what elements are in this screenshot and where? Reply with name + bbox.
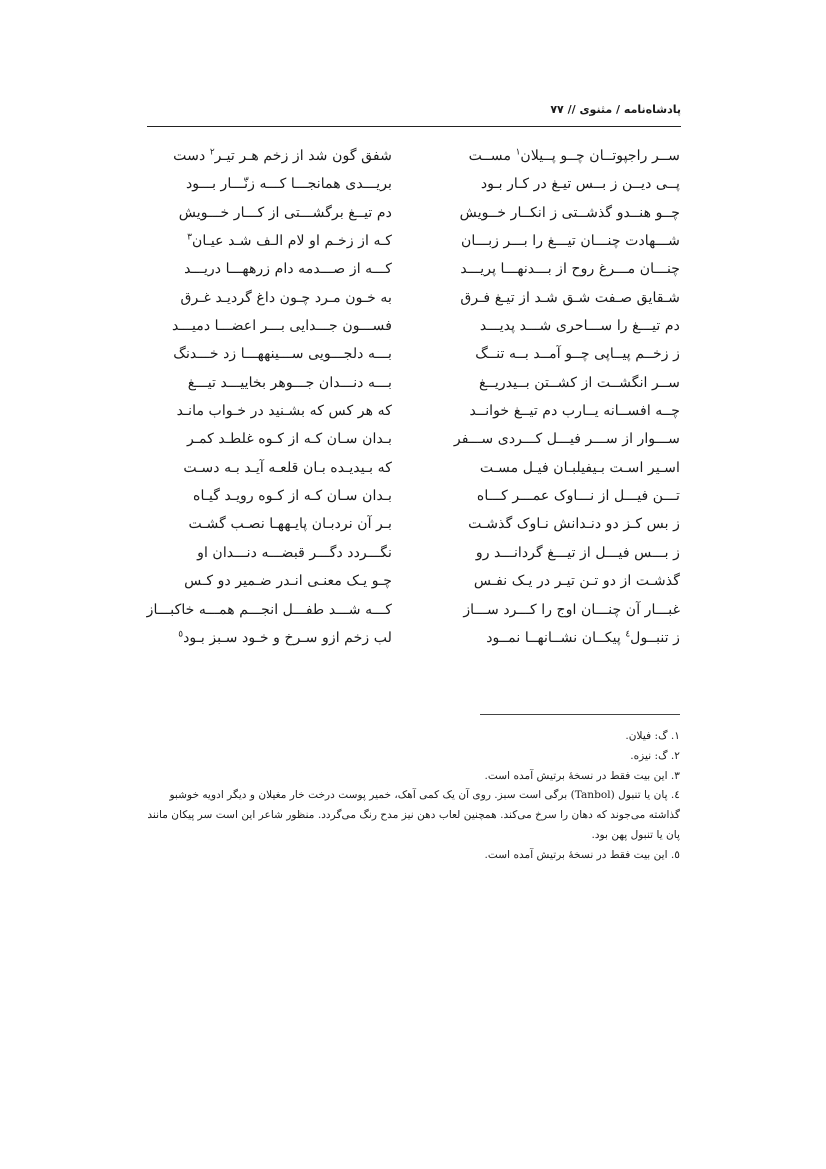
couplet [150, 425, 680, 453]
first-hemistich [438, 397, 680, 425]
second-hemistich-text: به خـون مـرد چـون داغ گردیـد غـرق [180, 289, 392, 306]
second-hemistich-text: کـــه شـــد طفـــل انجـــم همـــه خاکبـــاز [146, 601, 392, 618]
second-hemistich [150, 199, 392, 227]
second-hemistich-text: فســـون جـــدایی بـــر اعضـــا دمیـــد [172, 318, 392, 335]
second-hemistich [150, 142, 392, 170]
second-hemistich-text: بـدان سـان کـه از کـوه غلطـد کمـر [186, 431, 392, 448]
first-hemistich-tail: پیکــان نشــانهــا نمــود [486, 629, 626, 646]
footnote-marker: ٥ [178, 629, 184, 640]
second-hemistich-text: که بـیدیـده بـان قلعـه آیـد بـه دسـت [183, 459, 392, 476]
couplet [150, 312, 680, 340]
second-hemistich-text: لب زخم ازو سـرخ و خـود سـبز بـود [183, 629, 392, 646]
couplet [150, 227, 680, 255]
footnote-marker: ۳ [187, 232, 192, 243]
footnote-item: ٤. پان یا تنبول (Tanbol) برگی است سبز. روی آن یک کمی آهک، خمیر پوست درخت خار مغیلان و دیگر ادویه خوشبو گذاشته می‌جوند که دهان را سرخ می‌کند. همچنین لعاب دهن نیز مدح رنگ می‌گردد. منظور شاعر این است سر پیکان مانند پان یا تنبول پهن بود. [147, 789, 680, 841]
second-hemistich [150, 539, 392, 567]
second-hemistich-text: بریـــدی همانجـــا کـــه زنّـــار بـــود [185, 176, 392, 193]
second-hemistich [150, 227, 392, 255]
second-hemistich-text: نگـــردد دگـــر قبضـــه دنـــدان او [197, 544, 392, 561]
first-hemistich-text: ســر انگشــت از کشــتن بــیدریــغ [479, 374, 680, 391]
couplet [150, 340, 680, 368]
first-hemistich [438, 369, 680, 397]
first-hemistich [438, 482, 680, 510]
second-hemistich [150, 284, 392, 312]
second-hemistich [150, 340, 392, 368]
second-hemistich [146, 596, 392, 624]
couplet [150, 199, 680, 227]
first-hemistich [438, 454, 680, 482]
second-hemistich-text: که هر کس که بشـنید در خـواب مانـد [176, 403, 392, 420]
second-hemistich [150, 624, 392, 652]
couplet [150, 255, 680, 283]
couplet [150, 454, 680, 482]
first-hemistich [438, 567, 680, 595]
first-hemistich [438, 596, 680, 624]
second-hemistich-text: بـــه دنـــدان جـــوهر بخاییـــد تیـــغ [187, 374, 392, 391]
first-hemistich [438, 624, 680, 652]
footnote-item: ٥. این بیت فقط در نسخهٔ برتیش آمده است. [484, 848, 680, 861]
first-hemistich-text: پــی دیــن ز بــس تیـغ در کـار بـود [480, 176, 680, 193]
second-hemistich-text: کـه از زخـم او لام الـف شـد عیـان [191, 233, 392, 250]
first-hemistich-text: ز بـــس فیـــل از تیـــغ گردانـــد رو [475, 544, 680, 561]
first-hemistich-text: چــه افســانه یــارب دم تیــغ خوانــد [469, 403, 680, 420]
second-hemistich-tail: دست [173, 148, 210, 164]
first-hemistich-text: ســر راجپوتــان چــو پــیلان [520, 148, 680, 164]
first-hemistich [438, 255, 680, 283]
footnotes [147, 727, 680, 866]
footnote-item: ۳. این بیت فقط در نسخهٔ برتیش آمده است. [484, 769, 680, 782]
second-hemistich [150, 425, 392, 453]
page-header [147, 100, 681, 127]
second-hemistich-text: کـــه از صـــدمه دام زرههـــا دریـــد [184, 261, 392, 278]
second-hemistich [150, 397, 392, 425]
second-hemistich [150, 369, 392, 397]
second-hemistich [150, 567, 392, 595]
footnote-separator [480, 714, 680, 715]
footnote-marker: ۱ [515, 147, 521, 158]
couplet [150, 142, 680, 170]
first-hemistich-text: دم تیـــغ را ســـاحری شـــد پدیـــد [479, 318, 680, 335]
second-hemistich [150, 255, 392, 283]
couplet [146, 596, 680, 624]
first-hemistich [438, 539, 680, 567]
second-hemistich [150, 312, 392, 340]
footnote-marker: ٤ [625, 629, 631, 640]
footnote-item: ۱. گ: فیلان. [625, 730, 680, 742]
first-hemistich [438, 284, 680, 312]
second-hemistich-text: بـر آن نردبـان پایـههـا نصـب گشـت [188, 516, 392, 533]
first-hemistich-text: ز بس کـز دو دنـدانش نـاوک گذشـت [468, 516, 680, 533]
first-hemistich-tail: مســت [468, 148, 516, 164]
second-hemistich-text: شفق گون شد از زخم هـر تیـر [214, 148, 392, 164]
couplet [150, 170, 680, 198]
first-hemistich [438, 340, 680, 368]
first-hemistich [438, 142, 680, 170]
second-hemistich-text: بـدان سـان کـه از کـوه رویـد گیـاه [193, 488, 392, 505]
first-hemistich [438, 425, 680, 453]
first-hemistich [438, 312, 680, 340]
first-hemistich-text: ســـوار از ســـر فیـــل کـــردی ســـفر [453, 431, 680, 448]
first-hemistich [438, 199, 680, 227]
couplet [150, 624, 680, 652]
first-hemistich-text: چنـــان مـــرغ روح از بـــدنهـــا پریـــد [460, 261, 680, 278]
first-hemistich [438, 510, 680, 538]
first-hemistich-text: اسـیر اسـت بـیفیلبـان فیـل مسـت [479, 459, 680, 476]
couplet [150, 369, 680, 397]
first-hemistich [438, 227, 680, 255]
first-hemistich [438, 170, 680, 198]
couplet [150, 284, 680, 312]
second-hemistich [150, 482, 392, 510]
first-hemistich-text: شـقایق صـفت شـق شـد از تیـغ فـرق [460, 289, 680, 306]
couplet [150, 539, 680, 567]
couplet [150, 510, 680, 538]
couplet [150, 482, 680, 510]
poem-body [146, 142, 680, 652]
second-hemistich [150, 170, 392, 198]
second-hemistich-text: دم تیــغ برگشـــتی از کـــار خـــویش [178, 204, 392, 221]
first-hemistich-text: گذشـت از دو تـن تیـر در یـک نفـس [473, 573, 680, 590]
first-hemistich-text: تـــن فیـــل از نـــاوک عمـــر کـــاه [476, 488, 680, 505]
first-hemistich-text: غبـــار آن چنـــان اوج را کـــرد ســـاز [463, 601, 680, 618]
couplet [150, 567, 680, 595]
first-hemistich-text: ز زخــم پیــاپی چــو آمــد بــه تنــگ [475, 346, 680, 363]
footnote-marker: ۲ [209, 147, 215, 158]
couplet [150, 397, 680, 425]
second-hemistich [150, 510, 392, 538]
second-hemistich-text: بـــه دلجـــویی ســـینههـــا زد خـــدنگ [173, 346, 392, 363]
second-hemistich-text: چـو یـک معنـی انـدر ضـمیر دو کـس [184, 573, 392, 590]
first-hemistich-text: ز تنبــول [630, 629, 680, 646]
first-hemistich-text: چــو هنــدو گذشــتی ز انکــار خــویش [459, 204, 680, 221]
first-hemistich-text: شـــهادت چنـــان تیـــغ را بـــر زبـــان [460, 233, 680, 250]
running-title: پادشاه‌نامه / مثنوی // ۷۷ [550, 103, 681, 116]
footnote-item: ۲. گ: نیزه. [630, 749, 680, 762]
second-hemistich [150, 454, 392, 482]
